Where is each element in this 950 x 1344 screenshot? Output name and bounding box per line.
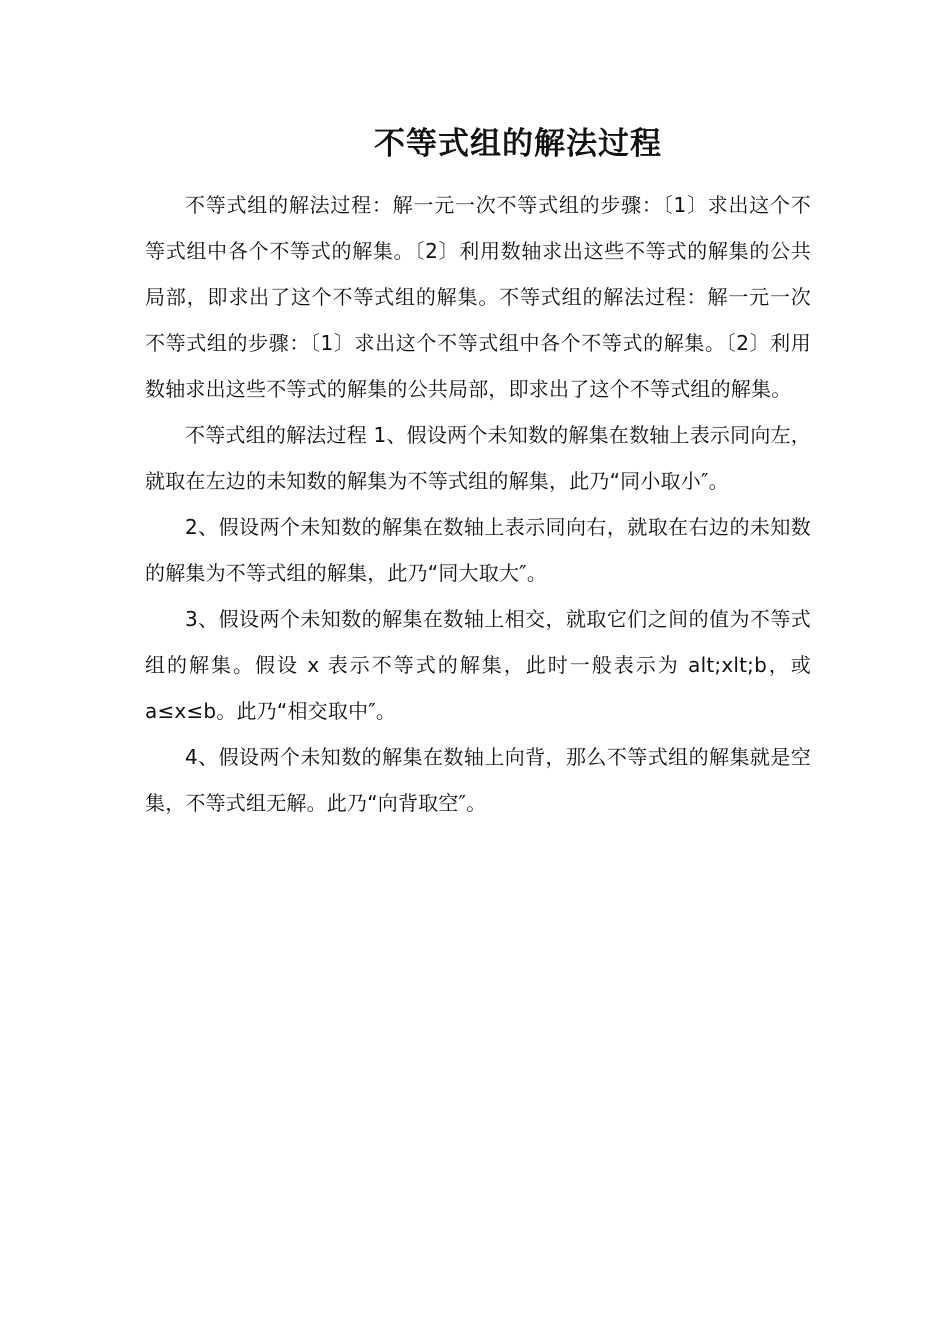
- paragraph-rule-2: 2、假设两个未知数的解集在数轴上表示同向右，就取在右边的未知数的解集为不等式组的解集，此乃“同大取大″。: [145, 515, 811, 585]
- document-title: 不等式组的解法过程: [374, 126, 662, 162]
- paragraph-rule-4: 4、假设两个未知数的解集在数轴上向背，那么不等式组的解集就是空集，不等式组无解。此乃“向背取空″。: [145, 745, 811, 815]
- paragraph-intro: 不等式组的解法过程：解一元一次不等式组的步骤：〔1〕求出这个不等式组中各个不等式的解集。〔2〕利用数轴求出这些不等式的解集的公共局部，即求出了这个不等式组的解集。不等式组的解法过程：解一元一次不等式组的步骤：〔1〕求出这个不等式组中各个不等式的解集。〔2〕利用数轴求出这些不等式的解集的公共局部，即求出了这个不等式组的解集。: [145, 193, 811, 401]
- paragraph-rule-1: 不等式组的解法过程 1、假设两个未知数的解集在数轴上表示同向左，就取在左边的未知数的解集为不等式组的解集，此乃“同小取小″。: [145, 423, 811, 493]
- paragraph-rule-3: 3、假设两个未知数的解集在数轴上相交，就取它们之间的值为不等式组的解集。假设 x 表示不等式的解集，此时一般表示为 alt;xlt;b，或 a≤x≤b。此乃“相交取中″。: [145, 607, 811, 723]
- document-body: [145, 182, 811, 826]
